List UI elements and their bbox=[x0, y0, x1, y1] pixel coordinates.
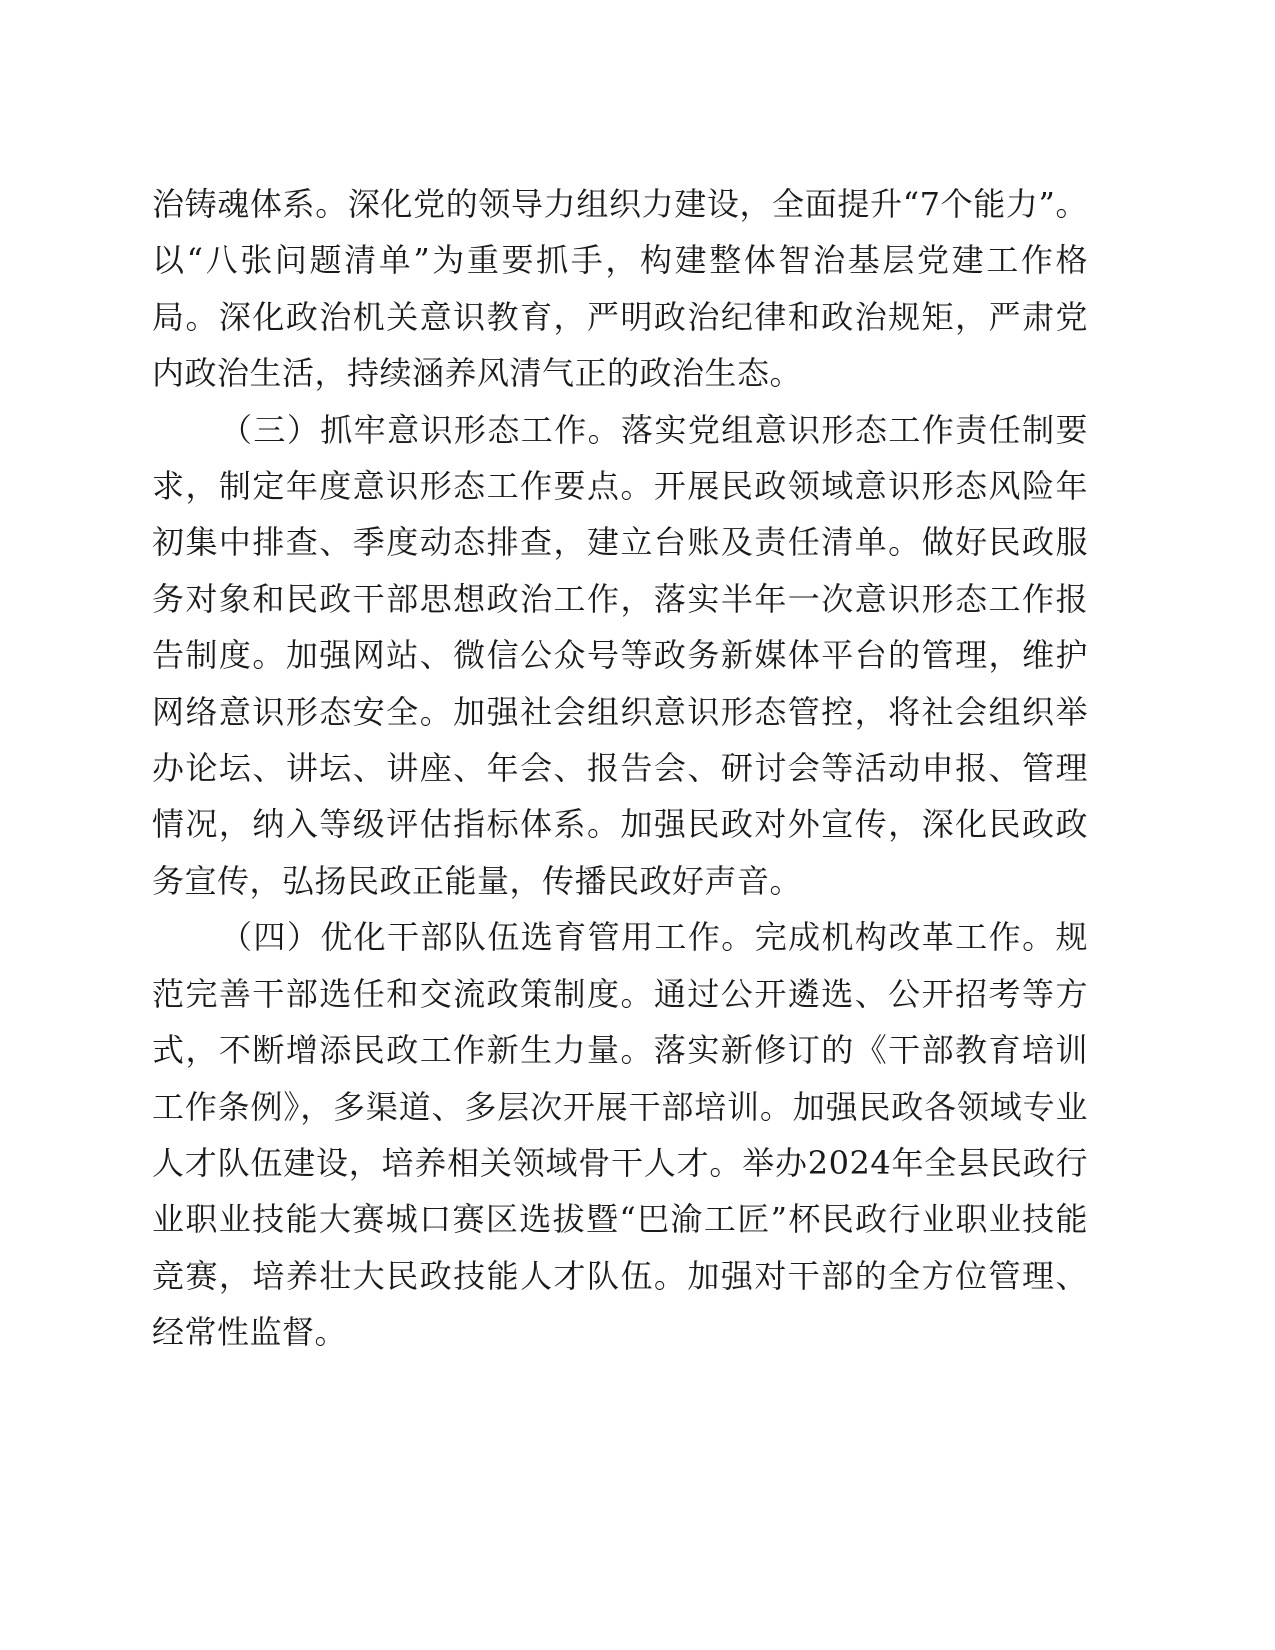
paragraph-continuation: 治铸魂体系。深化党的领导力组织力建设，全面提升“7个能力”。以“八张问题清单”为重要抓手，构建整体智治基层党建工作格局。深化政治机关意识教育，严明政治纪律和政治规矩，严肃党内政治生活，持续涵养风清气正的政治生态。 bbox=[152, 185, 1088, 393]
document-body bbox=[152, 176, 1088, 1361]
paragraph-section-3: （三）抓牢意识形态工作。落实党组意识形态工作责任制要求，制定年度意识形态工作要点。开展民政领域意识形态风险年初集中排查、季度动态排查，建立台账及责任清单。做好民政服务对象和民政干部思想政治工作，落实半年一次意识形态工作报告制度。加强网站、微信公众号等政务新媒体平台的管理，维护网络意识形态安全。加强社会组织意识形态管控，将社会组织举办论坛、讲坛、讲座、年会、报告会、研讨会等活动申报、管理情况，纳入等级评估指标体系。加强民政对外宣传，深化民政政务宣传，弘扬民政正能量，传播民政好声音。 bbox=[152, 410, 1088, 900]
paragraph-section-4: （四）优化干部队伍选育管用工作。完成机构改革工作。规范完善干部选任和交流政策制度。通过公开遴选、公开招考等方式，不断增添民政工作新生力量。落实新修订的《干部教育培训工作条例》，多渠道、多层次开展干部培训。加强民政各领域专业人才队伍建设，培养相关领域骨干人才。举办2024年全县民政行业职业技能大赛城口赛区选拔暨“巴渝工匠”杯民政行业职业技能竞赛，培养壮大民政技能人才队伍。加强对干部的全方位管理、经常性监督。 bbox=[152, 918, 1088, 1352]
